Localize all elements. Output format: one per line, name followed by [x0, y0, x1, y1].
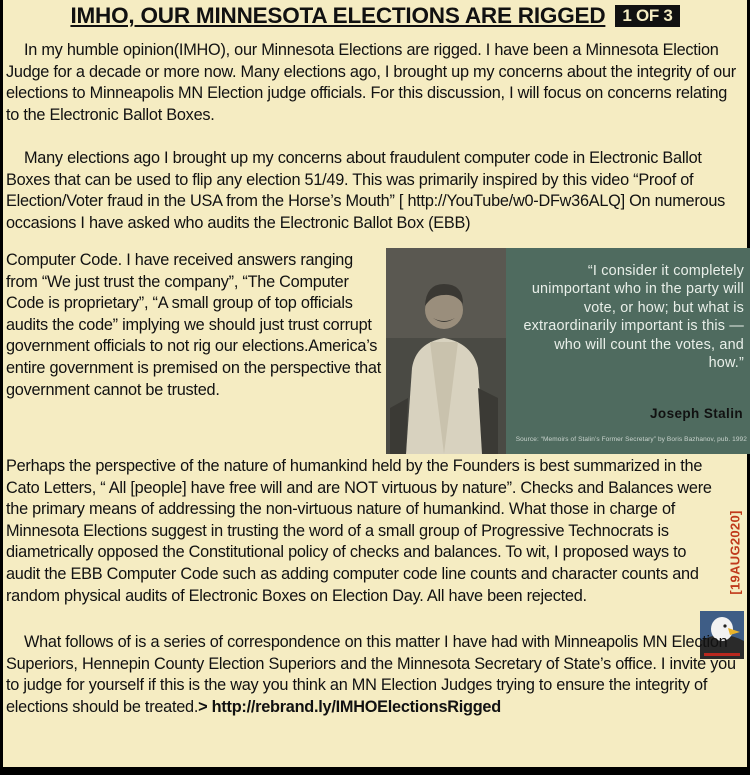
paragraph-intro: In my humble opinion(IMHO), our Minnesota Elections are rigged. I have been a Minnesota Election Judge for a decade or more now. Many elections ago, I brought up my concerns about the integrity of our elections to Minneapolis MN Election judge officials. For this discussion, I will focus on concerns relating to the Electronic Ballot Boxes.: [6, 41, 736, 124]
stalin-photo: [386, 248, 506, 454]
paragraph-ebb-concerns: Many elections ago I brought up my concerns about fraudulent computer code in Electronic Ballot Boxes that can be used to flip any election 51/49. This was primarily inspired by this video “Proof of Election/Voter fraud in the USA from the Horse’s Mouth” [ http://YouTube/w0-DFw36ALQ] On numerous occasions I have asked who audits the Electronic Ballot Box (EBB): [6, 149, 726, 232]
paragraph-ebb-answers: Computer Code. I have received answers ranging from “We just trust the company”, “The Computer Code is proprietary”, “A small group of top officials audits the code” implying we should just trust corrupt government officials to not rig our elections.America’s entire government is premised on the perspective that government cannot be trusted.: [6, 251, 381, 399]
date-stamp: [724, 492, 746, 612]
quote-author: Joseph Stalin: [650, 406, 743, 421]
correspondence-text: What follows of is a series of correspondence on this matter I have had with Minneapolis MN Election Superiors, Hennepin County Election Superiors and the Minnesota Secretary of State’s office. I invite you to judge for yourself if this is the way you think an MN Election Judges trying to ensure the integrity of elections should be treated.: [6, 633, 736, 716]
header: [3, 0, 747, 32]
rebrand-link[interactable]: > http://rebrand.ly/IMHOElectionsRigged: [198, 697, 501, 716]
page-title: IMHO, OUR MINNESOTA ELECTIONS ARE RIGGED: [70, 3, 606, 28]
quote-text: “I consider it completely unimportant who in the party will vote, or how; but what is extraordinarily important is this — who will count the votes, and how.”: [523, 263, 744, 372]
seated-man-illustration: [386, 248, 506, 454]
date-stamp-text: [19AUG2020]: [727, 509, 743, 595]
paragraph-correspondence: [6, 632, 740, 718]
page-count-badge: 1 OF 3: [615, 5, 679, 27]
paragraph-checks-balances: Perhaps the perspective of the nature of humankind held by the Founders is best summarized in the Cato Letters, “ All [people] have free will and are NOT virtuous by nature”. Checks and Balances were the primary means of addressing the non-virtuous nature of humankind. What those in charge of Minnesota Elections suggest in trusting the word of a small group of Progressive Technocrats is diametrically opposed the Constitutional policy of checks and balances. To wit, I proposed ways to audit the EBB Computer Code such as adding computer code line counts and character counts and random physical audits of Electronic Boxes on Election Day. All have been rejected.: [6, 457, 712, 605]
quote-source: Source: “Memoirs of Stalin’s Former Secretary” by Boris Bazhanov, pub. 1992: [515, 436, 747, 443]
stalin-quote-card: [386, 248, 750, 454]
